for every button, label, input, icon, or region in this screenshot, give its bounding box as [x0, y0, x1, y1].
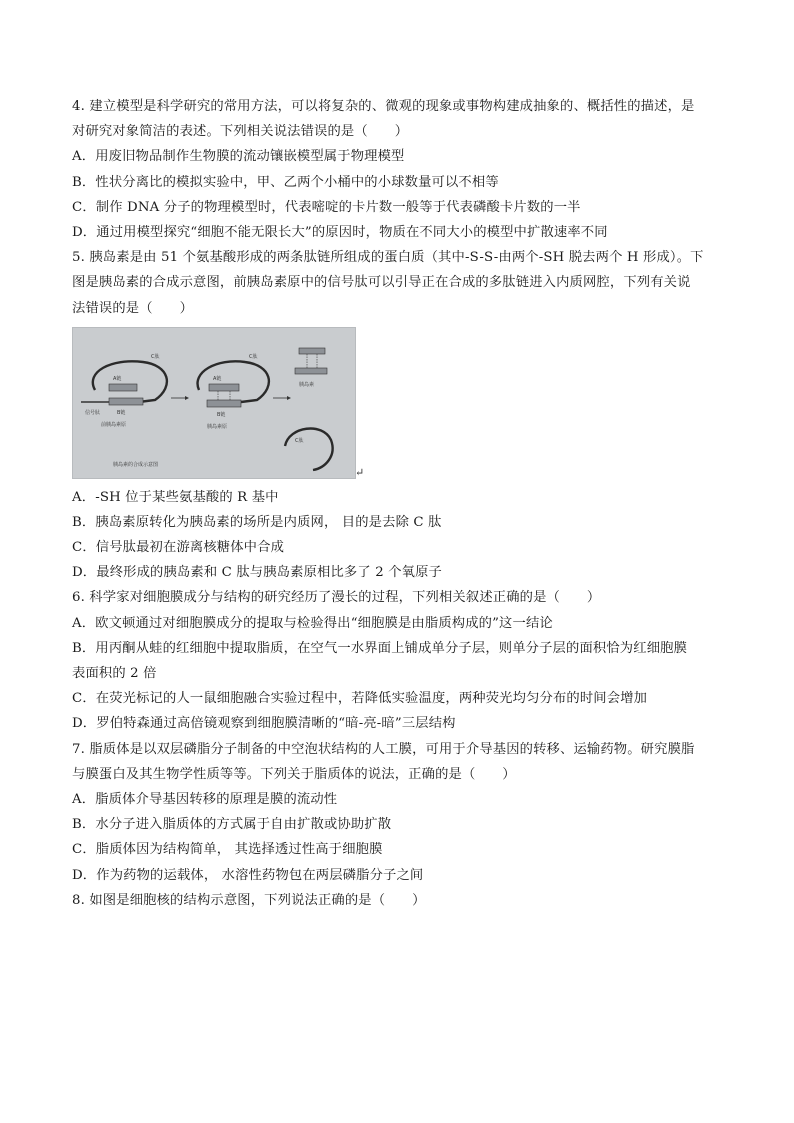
label-c-peptide-2: C肽 [249, 353, 258, 360]
question-stem-line: 对研究对象简洁的表述。下列相关说法错误的是（ ） [72, 124, 409, 140]
insulin-synthesis-figure [72, 327, 356, 479]
b-chain-1 [109, 398, 143, 405]
option-c: C．信号肽最初在游离核糖体中合成 [72, 540, 285, 556]
option-b: B．水分子进入脂质体的方式属于自由扩散或协助扩散 [72, 817, 392, 833]
question-4 [72, 94, 724, 245]
question-5 [72, 245, 724, 585]
arrow-2-head [287, 396, 291, 400]
question-stem-line: 5. 胰岛素是由 51 个氨基酸形成的两条肽链所组成的蛋白质（其中-S-S-由两个-SH 脱去两个 H 形成）。下 [72, 250, 704, 266]
c-peptide-loop-1 [93, 361, 167, 402]
question-stem-line: 4. 建立模型是科学研究的常用方法，可以将复杂的、微观的现象或事物构建成抽象的、概括性的描述，是 [72, 99, 695, 114]
option-c: C．制作 DNA 分子的物理模型时，代表嘧啶的卡片数一般等于代表磷酸卡片数的一半 [72, 199, 581, 215]
option-d: D．最终形成的胰岛素和 C 肽与胰岛素原相比多了 2 个氧原子 [72, 565, 442, 581]
label-a-chain-2: A链 [213, 375, 222, 382]
label-b-chain-2: B链 [217, 411, 226, 418]
arrow-1-head [185, 396, 189, 400]
question-stem-line: 6. 科学家对细胞膜成分与结构的研究经历了漫长的过程，下列相关叙述正确的是（ ） [72, 590, 601, 606]
a-chain-3 [299, 348, 325, 354]
question-stem-line: 图是胰岛素的合成示意图，前胰岛素原中的信号肽可以引导正在合成的多肽链进入内质网腔，下列有关说 [72, 275, 691, 291]
question-stem-line: 8. 如图是细胞核的结构示意图，下列说法正确的是（ ） [72, 892, 426, 908]
option-a: A．欧文顿通过对细胞膜成分的提取与检验得出“细胞膜是由脂质构成的”这一结论 [72, 615, 553, 631]
b-chain-2 [207, 400, 241, 407]
label-c-peptide-1: C肽 [151, 353, 160, 360]
label-signal-peptide: 信号肽 [85, 409, 101, 416]
option-d: D．通过用模型探究“细胞不能无限长大”的原因时，物质在不同大小的模型中扩散速率不同 [72, 224, 608, 240]
option-d: D．罗伯特森通过高倍镜观察到细胞膜清晰的“暗-亮-暗”三层结构 [72, 716, 456, 732]
question-stem-line: 与膜蛋白及其生物学性质等等。下列关于脂质体的说法，正确的是（ ） [72, 766, 516, 782]
figure-caption: 胰岛素的合成示意图 [113, 461, 159, 468]
c-peptide-loop-2 [198, 361, 269, 402]
option-c: C．在荧光标记的人一鼠细胞融合实验过程中，若降低实验温度，两种荧光均匀分布的时间会增加 [72, 691, 648, 707]
insulin-synthesis-diagram [73, 328, 355, 478]
option-b: B．用丙酮从蛙的红细胞中提取脂质，在空气一水界面上铺成单分子层，则单分子层的面积恰为红细胞膜 [72, 640, 688, 656]
free-c-peptide [285, 428, 333, 469]
option-d: D．作为药物的运载体， 水溶性药物包在两层磷脂分子之间 [72, 867, 424, 883]
question-stem-line: 法错误的是（ ） [72, 300, 194, 316]
label-a-chain-1: A链 [113, 375, 122, 382]
option-b: B．胰岛素原转化为胰岛素的场所是内质网， 目的是去除 C 肽 [72, 514, 442, 530]
option-a: A．用废旧物品制作生物膜的流动镶嵌模型属于物理模型 [72, 149, 405, 165]
label-insulin: 胰岛素 [299, 381, 315, 388]
question-stem-line: 7. 脂质体是以双层磷脂分子制备的中空泡状结构的人工膜，可用于介导基因的转移、运输药物。研究膜脂 [72, 741, 695, 757]
exam-page [72, 94, 724, 913]
paragraph-mark: ↵ [355, 465, 365, 479]
question-7 [72, 737, 724, 888]
option-c: C．脂质体因为结构简单， 其选择透过性高于细胞膜 [72, 842, 383, 858]
question-6 [72, 585, 724, 736]
option-b-continued: 表面积的 2 倍 [72, 666, 157, 681]
b-chain-3 [295, 368, 327, 374]
a-chain-1 [109, 384, 137, 391]
label-free-c-peptide: C肽 [295, 437, 304, 444]
label-b-chain-1: B链 [117, 409, 126, 416]
option-a: A．脂质体介导基因转移的原理是膜的流动性 [72, 791, 338, 807]
option-b: B．性状分离比的模拟实验中，甲、乙两个小桶中的小球数量可以不相等 [72, 174, 499, 190]
label-preproinsulin: 前胰岛素原 [101, 421, 127, 428]
option-a: A．-SH 位于某些氨基酸的 R 基中 [72, 489, 279, 505]
question-8 [72, 888, 724, 913]
insulin-synthesis-figure-wrap [72, 327, 365, 479]
a-chain-2 [209, 384, 239, 391]
label-proinsulin: 胰岛素原 [207, 423, 228, 430]
